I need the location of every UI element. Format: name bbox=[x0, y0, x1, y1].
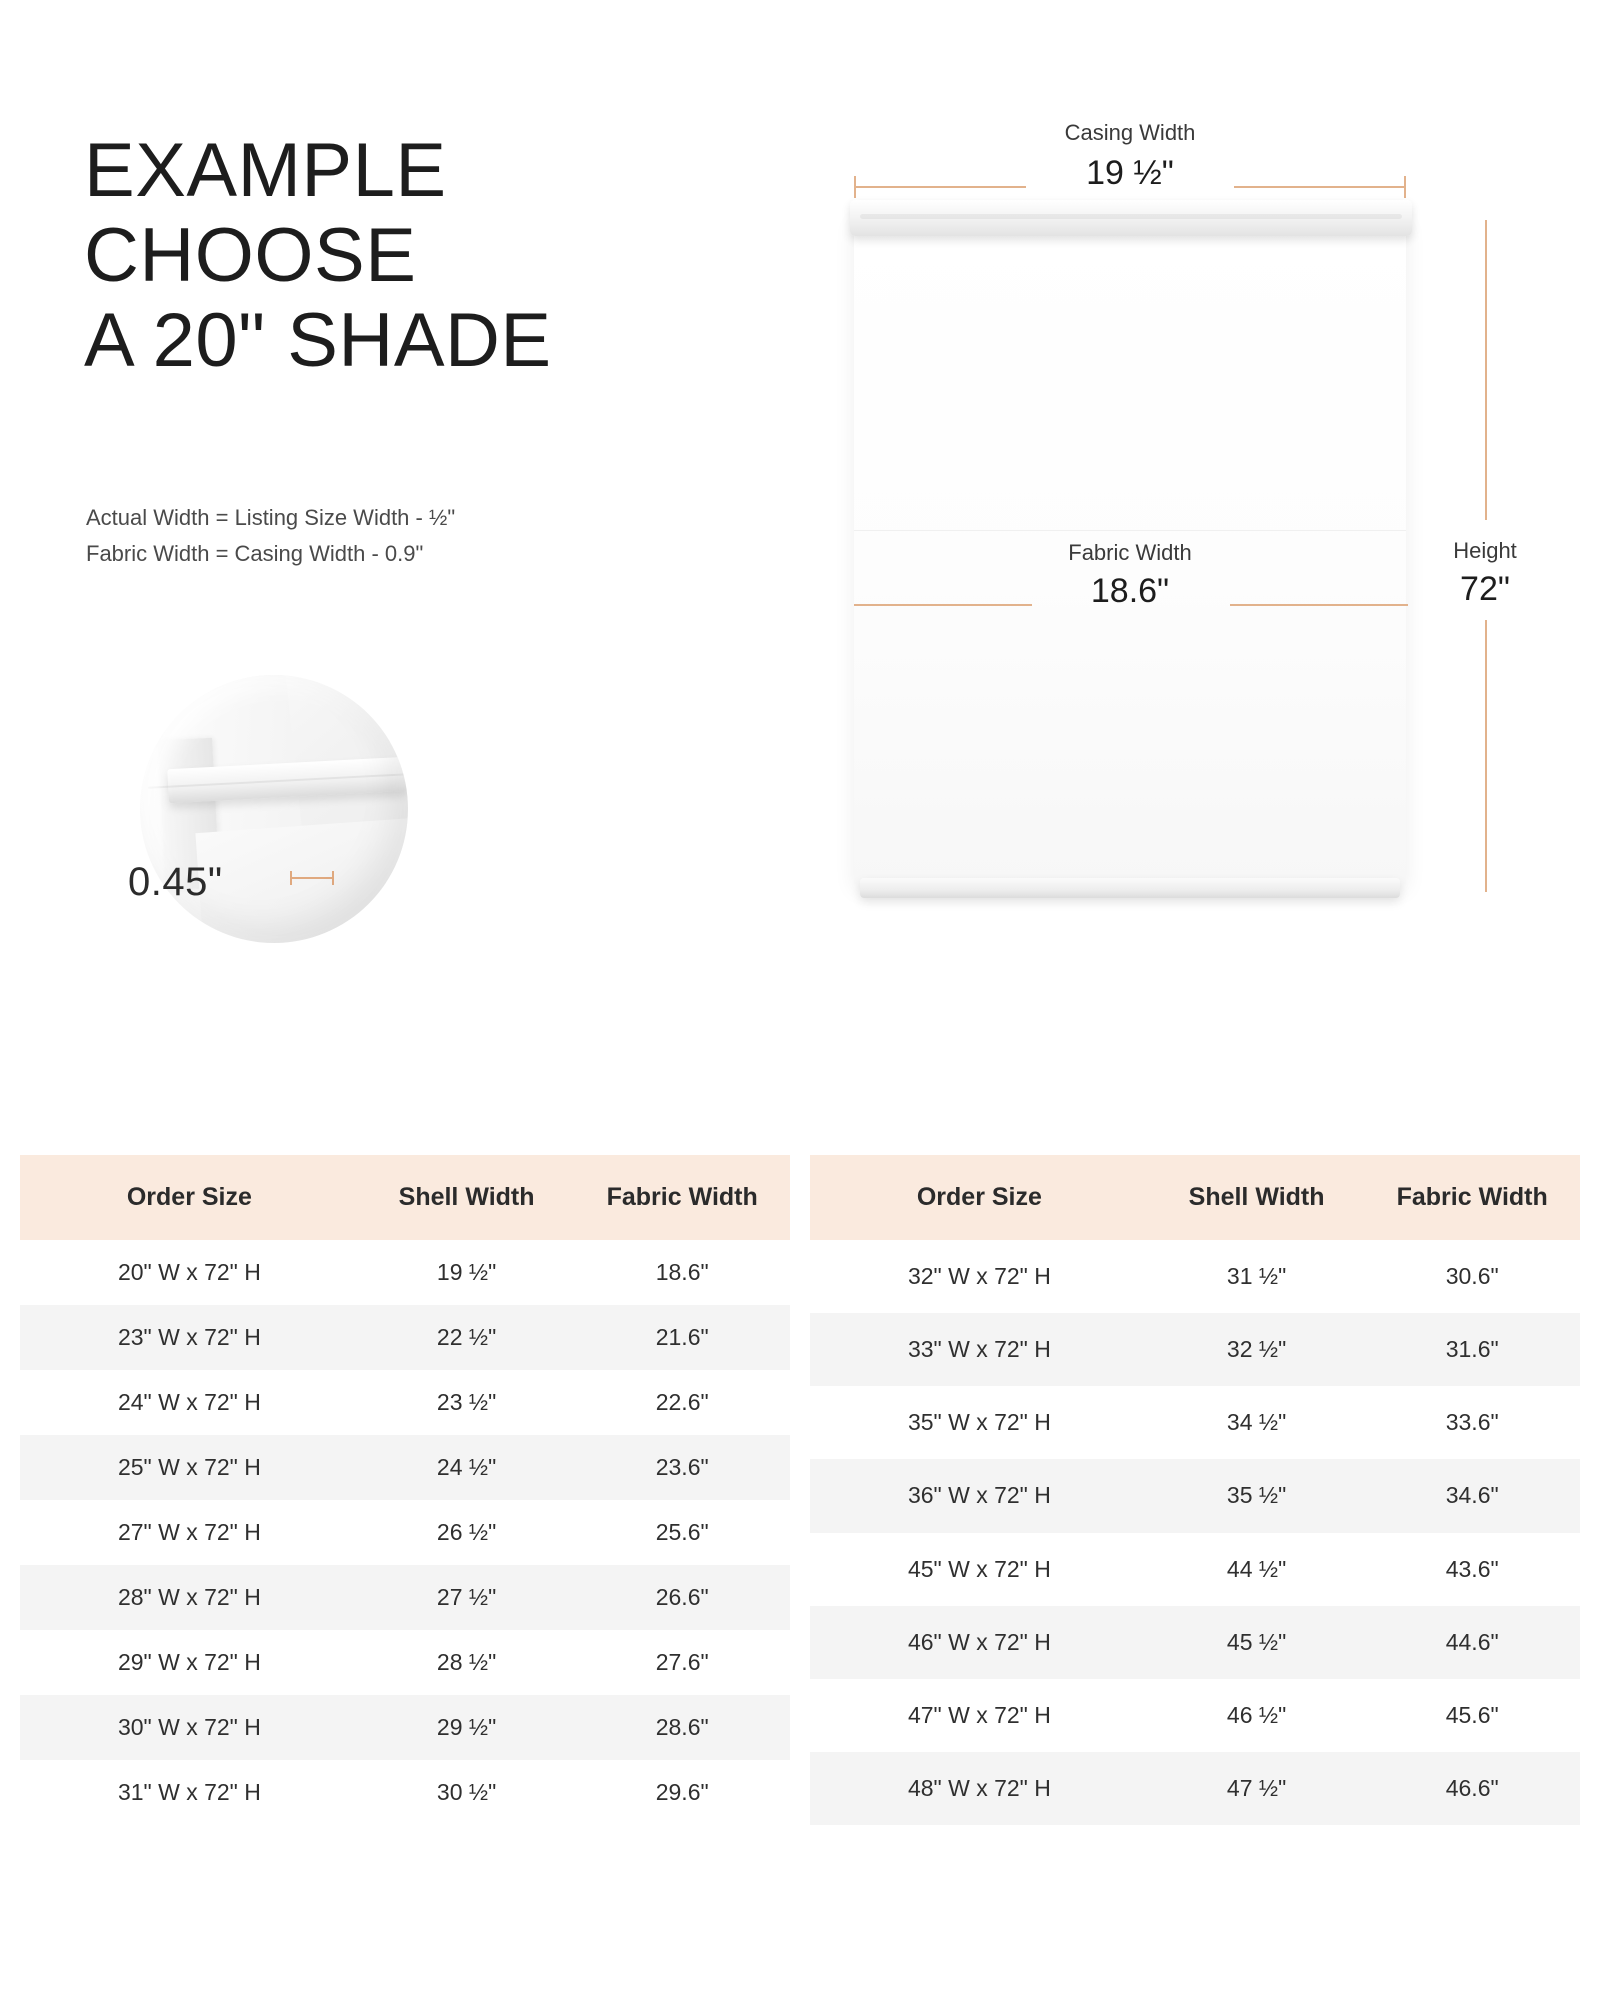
header-order-size: Order Size bbox=[20, 1155, 359, 1240]
cell-order-size: 35" W x 72" H bbox=[907, 1409, 1051, 1436]
fabric-width-value: 18.6" bbox=[1090, 572, 1170, 610]
header-order-size: Order Size bbox=[810, 1155, 1149, 1240]
cell-order-size: 32" W x 72" H bbox=[907, 1263, 1051, 1290]
cell-order-size: 48" W x 72" H bbox=[907, 1774, 1051, 1801]
table-header-row bbox=[810, 1155, 1580, 1240]
cell-shell-width: 22 ½" bbox=[436, 1324, 497, 1350]
cell-order-size: 24" W x 72" H bbox=[117, 1389, 261, 1415]
fabric-rule-left bbox=[854, 604, 1032, 606]
casing-rule-left bbox=[854, 186, 1026, 188]
size-table-left bbox=[20, 1155, 790, 1825]
casing-width-value: 19 ½" bbox=[1086, 154, 1174, 192]
table-row bbox=[810, 1459, 1580, 1532]
cell-shell-width: 26 ½" bbox=[436, 1519, 497, 1545]
cell-fabric-width: 30.6" bbox=[1445, 1263, 1499, 1290]
cell-order-size: 31" W x 72" H bbox=[117, 1779, 261, 1805]
cell-order-size: 27" W x 72" H bbox=[117, 1519, 261, 1545]
table-row bbox=[810, 1752, 1580, 1825]
cell-order-size: 46" W x 72" H bbox=[907, 1628, 1051, 1655]
cell-fabric-width: 27.6" bbox=[655, 1649, 709, 1675]
cell-fabric-width: 29.6" bbox=[655, 1779, 709, 1805]
header-fabric-width: Fabric Width bbox=[1364, 1155, 1580, 1240]
size-tables bbox=[20, 1155, 1580, 1825]
cell-shell-width: 23 ½" bbox=[436, 1389, 497, 1415]
shade-diagram bbox=[840, 120, 1560, 1000]
table-row bbox=[20, 1500, 790, 1565]
height-label: Height bbox=[1453, 538, 1517, 563]
cell-shell-width: 47 ½" bbox=[1226, 1774, 1287, 1801]
cell-order-size: 36" W x 72" H bbox=[907, 1482, 1051, 1509]
table-header-row bbox=[20, 1155, 790, 1240]
table-body-right bbox=[810, 1240, 1580, 1825]
shade-seam-line bbox=[854, 530, 1406, 531]
page-title bbox=[84, 128, 784, 383]
table-body-left bbox=[20, 1240, 790, 1825]
fabric-width-label: Fabric Width bbox=[1068, 540, 1192, 565]
cell-shell-width: 24 ½" bbox=[436, 1454, 497, 1480]
cell-shell-width: 34 ½" bbox=[1226, 1409, 1287, 1436]
cell-shell-width: 35 ½" bbox=[1226, 1482, 1287, 1509]
cell-shell-width: 29 ½" bbox=[436, 1714, 497, 1740]
cell-shell-width: 32 ½" bbox=[1226, 1336, 1287, 1363]
cell-shell-width: 28 ½" bbox=[436, 1649, 497, 1675]
cell-fabric-width: 23.6" bbox=[655, 1454, 709, 1480]
cell-order-size: 33" W x 72" H bbox=[907, 1336, 1051, 1363]
cell-fabric-width: 26.6" bbox=[655, 1584, 709, 1610]
cell-fabric-width: 34.6" bbox=[1445, 1482, 1499, 1509]
table-row bbox=[20, 1240, 790, 1305]
cell-fabric-width: 44.6" bbox=[1445, 1628, 1499, 1655]
cell-fabric-width: 22.6" bbox=[655, 1389, 709, 1415]
title-line-1: EXAMPLE bbox=[84, 128, 447, 213]
cell-fabric-width: 33.6" bbox=[1445, 1409, 1499, 1436]
shade-bottom-rail bbox=[860, 878, 1400, 898]
cell-order-size: 30" W x 72" H bbox=[117, 1714, 261, 1740]
cell-order-size: 23" W x 72" H bbox=[117, 1324, 261, 1350]
table-row bbox=[810, 1606, 1580, 1679]
header-shell-width: Shell Width bbox=[359, 1155, 575, 1240]
cell-fabric-width: 28.6" bbox=[655, 1714, 709, 1740]
table-row bbox=[20, 1435, 790, 1500]
casing-width-label: Casing Width bbox=[1064, 120, 1196, 145]
cell-order-size: 20" W x 72" H bbox=[117, 1259, 261, 1285]
cell-fabric-width: 21.6" bbox=[655, 1324, 709, 1350]
formula-notes bbox=[86, 500, 726, 571]
cell-order-size: 45" W x 72" H bbox=[907, 1555, 1051, 1582]
table-row bbox=[810, 1240, 1580, 1313]
formula-fabric-width: Fabric Width = Casing Width - 0.9" bbox=[86, 540, 424, 566]
cell-fabric-width: 25.6" bbox=[655, 1519, 709, 1545]
cell-fabric-width: 18.6" bbox=[655, 1259, 709, 1285]
cell-order-size: 28" W x 72" H bbox=[117, 1584, 261, 1610]
cell-fabric-width: 43.6" bbox=[1445, 1555, 1499, 1582]
cell-order-size: 47" W x 72" H bbox=[907, 1701, 1051, 1728]
shade-headrail bbox=[850, 200, 1412, 236]
height-value: 72" bbox=[1460, 570, 1510, 608]
table-row bbox=[810, 1533, 1580, 1606]
size-table-right bbox=[810, 1155, 1580, 1825]
cell-order-size: 29" W x 72" H bbox=[117, 1649, 261, 1675]
formula-actual-width: Actual Width = Listing Size Width - ½" bbox=[86, 505, 456, 530]
table-row bbox=[20, 1305, 790, 1370]
table-row bbox=[810, 1313, 1580, 1386]
cell-shell-width: 44 ½" bbox=[1226, 1555, 1287, 1582]
cell-shell-width: 30 ½" bbox=[436, 1779, 497, 1805]
table-row bbox=[810, 1679, 1580, 1752]
cell-fabric-width: 46.6" bbox=[1445, 1774, 1499, 1801]
table-row bbox=[20, 1695, 790, 1760]
cell-order-size: 25" W x 72" H bbox=[117, 1454, 261, 1480]
cell-shell-width: 19 ½" bbox=[436, 1259, 497, 1285]
table-row bbox=[20, 1630, 790, 1695]
height-rule-bottom bbox=[1485, 620, 1487, 892]
table-row bbox=[20, 1760, 790, 1825]
header-shell-width: Shell Width bbox=[1149, 1155, 1365, 1240]
cell-shell-width: 46 ½" bbox=[1226, 1701, 1287, 1728]
table-row bbox=[20, 1565, 790, 1630]
header-fabric-width: Fabric Width bbox=[574, 1155, 790, 1240]
cell-shell-width: 27 ½" bbox=[436, 1584, 497, 1610]
fabric-rule-right bbox=[1230, 604, 1408, 606]
casing-rule-right bbox=[1234, 186, 1406, 188]
table-row bbox=[810, 1386, 1580, 1459]
cell-fabric-width: 31.6" bbox=[1445, 1336, 1499, 1363]
title-line-3: A 20" SHADE bbox=[84, 298, 552, 384]
title-line-2: CHOOSE bbox=[84, 213, 417, 299]
bracket-depth-value: 0.45" bbox=[128, 860, 223, 904]
cell-shell-width: 45 ½" bbox=[1226, 1628, 1287, 1655]
height-rule-top bbox=[1485, 220, 1487, 520]
table-row bbox=[20, 1370, 790, 1435]
cell-shell-width: 31 ½" bbox=[1226, 1263, 1287, 1290]
cell-fabric-width: 45.6" bbox=[1445, 1701, 1499, 1728]
